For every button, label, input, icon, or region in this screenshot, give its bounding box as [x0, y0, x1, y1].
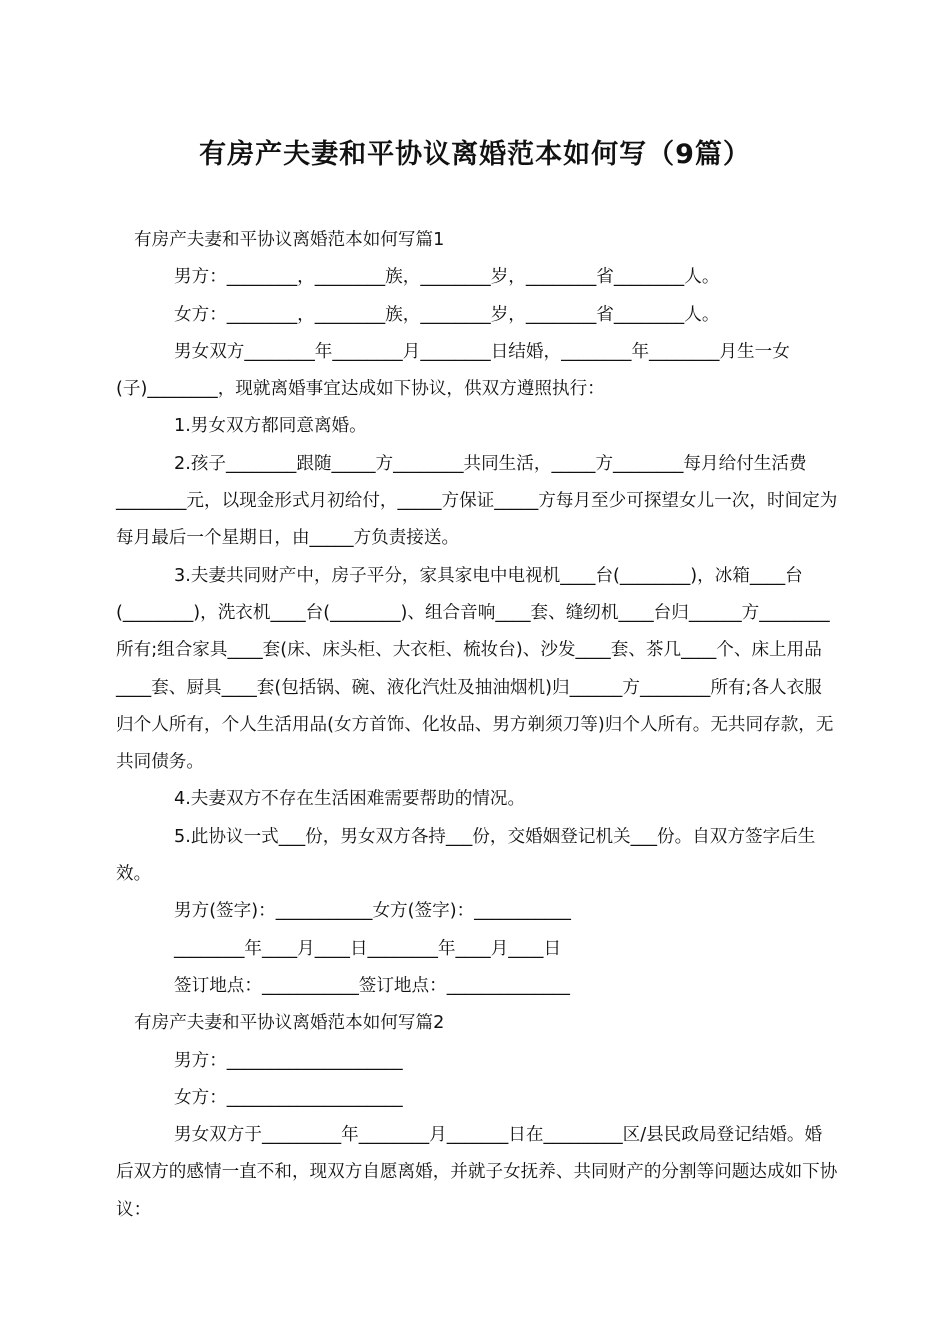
clause-3: 3.夫妻共同财产中，房子平分，家具家电中电视机____台(________)，冰箱____台(________)，洗衣机____台(________)、组合音响____套、缝纫机____台归______方________所有;组合家具____套(床、床头柜、大衣柜、梳妆台)、沙发____套、茶几____个、床上用品____套、厨具____套(包括锅、碗、液化汽灶及抽油烟机)归______方________所有;各人衣服归个人所有，个人生活用品(女方首饰、化妆品、男方剃须刀等)归个人所有。无共同存款，无共同债务。	[116, 565, 834, 773]
female-party-line: 女方：________，________族，________岁，________省________人。	[174, 304, 720, 325]
clause-4: 4.夫妻双方不存在生活困难需要帮助的情况。	[174, 789, 526, 810]
clause-1: 1.男女双方都同意离婚。	[174, 416, 367, 437]
marriage-paragraph: 男女双方________年________月________日结婚，________年________月生一女(子)________，现就离婚事宜达成如下协议，供双方遵照执行：	[116, 341, 790, 400]
male-party-line-2: 男方：____________________	[174, 1050, 403, 1071]
clause-5: 5.此协议一式___份，男女双方各持___份，交婚姻登记机关___份。自双方签字后生效。	[116, 826, 816, 885]
section-heading-1: 有房产夫妻和平协议离婚范本如何写篇1	[134, 230, 445, 250]
document-body	[116, 222, 838, 1229]
location-line: 签订地点：___________签订地点：______________	[174, 975, 570, 996]
male-party-line: 男方：________，________族，________岁，________省________人。	[174, 267, 720, 288]
clause-2: 2.孩子________跟随_____方________共同生活，_____方________每月给付生活费________元，以现金形式月初给付，_____方保证_____方每月至少可探望女儿一次，时间定为每月最后一个星期日，由_____方负责接送。	[116, 453, 838, 549]
female-party-line-2: 女方：____________________	[174, 1087, 403, 1108]
document-title: 有房产夫妻和平协议离婚范本如何写（9篇）	[199, 139, 751, 170]
section-heading-2: 有房产夫妻和平协议离婚范本如何写篇2	[134, 1013, 445, 1034]
date-line: ________年____月____日________年____月____日	[174, 938, 562, 959]
signature-line: 男方(签字)：___________女方(签字)：___________	[174, 901, 571, 922]
marriage-paragraph-2: 男女双方于_________年________月_______日在_________区/县民政局登记结婚。婚后双方的感情一直不和，现双方自愿离婚，并就子女抚养、共同财产的分割等问题达成如下协议：	[116, 1125, 838, 1220]
